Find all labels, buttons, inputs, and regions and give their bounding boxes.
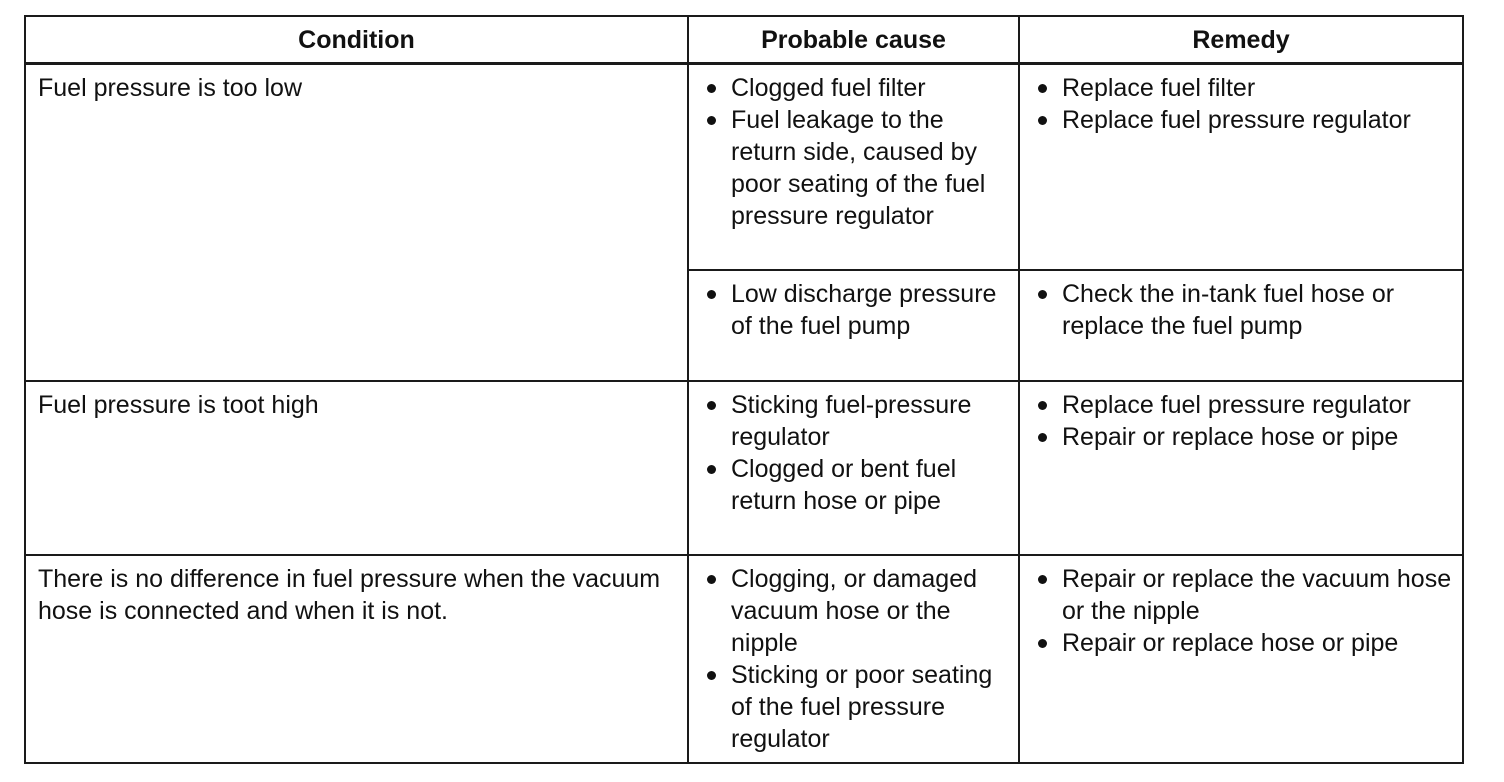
header-condition: Condition (25, 16, 688, 64)
bullet-icon (707, 465, 716, 474)
bullet-icon (1038, 401, 1047, 410)
remedy-cell (1019, 64, 1463, 270)
list-item: Low discharge pressure of the fuel pump (699, 278, 1010, 342)
list-item: Check the in-tank fuel hose or replace the fuel pump (1030, 278, 1454, 342)
list-item: Clogged or bent fuel return hose or pipe (699, 453, 1010, 517)
bullet-icon (1038, 290, 1047, 299)
list-item: Sticking or poor seating of the fuel pressure regulator (699, 659, 1010, 755)
condition-cell (25, 555, 688, 763)
remedy-cell (1019, 270, 1463, 381)
list-item: Sticking fuel-pressure regulator (699, 389, 1010, 453)
header-remedy: Remedy (1019, 16, 1463, 64)
list-item: Clogging, or damaged vacuum hose or the nipple (699, 563, 1010, 659)
list-item: Replace fuel pressure regulator (1030, 104, 1454, 136)
probable-cause-cell (688, 270, 1019, 381)
remedy-cell (1019, 381, 1463, 555)
list-item: Replace fuel filter (1030, 72, 1454, 104)
list-item: Repair or replace hose or pipe (1030, 627, 1454, 659)
condition-cell (25, 64, 688, 381)
list-item: Repair or replace hose or pipe (1030, 421, 1454, 453)
list-item: Clogged fuel filter (699, 72, 1010, 104)
bullet-icon (1038, 433, 1047, 442)
bullet-icon (707, 671, 716, 680)
bullet-icon (707, 116, 716, 125)
condition-text: Fuel pressure is toot high (38, 390, 319, 419)
bullet-icon (707, 84, 716, 93)
bullet-icon (707, 401, 716, 410)
header-row (25, 16, 1463, 64)
bullet-icon (1038, 639, 1047, 648)
condition-text: There is no difference in fuel pressure when the vacuum hose is connected and when it is not. (38, 564, 661, 625)
probable-cause-cell (688, 381, 1019, 555)
bullet-icon (707, 290, 716, 299)
condition-text: Fuel pressure is too low (38, 74, 303, 102)
table-row (25, 64, 1463, 270)
probable-cause-cell (688, 555, 1019, 763)
bullet-icon (1038, 116, 1047, 125)
list-item: Fuel leakage to the return side, caused by poor seating of the fuel pressure regulator (699, 104, 1010, 232)
bullet-icon (707, 575, 716, 584)
probable-cause-cell (688, 64, 1019, 270)
list-item: Repair or replace the vacuum hose or the nipple (1030, 563, 1454, 627)
remedy-cell (1019, 555, 1463, 763)
table-row (25, 555, 1463, 763)
troubleshooting-table (24, 15, 1464, 764)
bullet-icon (1038, 575, 1047, 584)
list-item: Replace fuel pressure regulator (1030, 389, 1454, 421)
condition-cell (25, 381, 688, 555)
bullet-icon (1038, 84, 1047, 93)
header-probable-cause: Probable cause (688, 16, 1019, 64)
table-row (25, 381, 1463, 555)
